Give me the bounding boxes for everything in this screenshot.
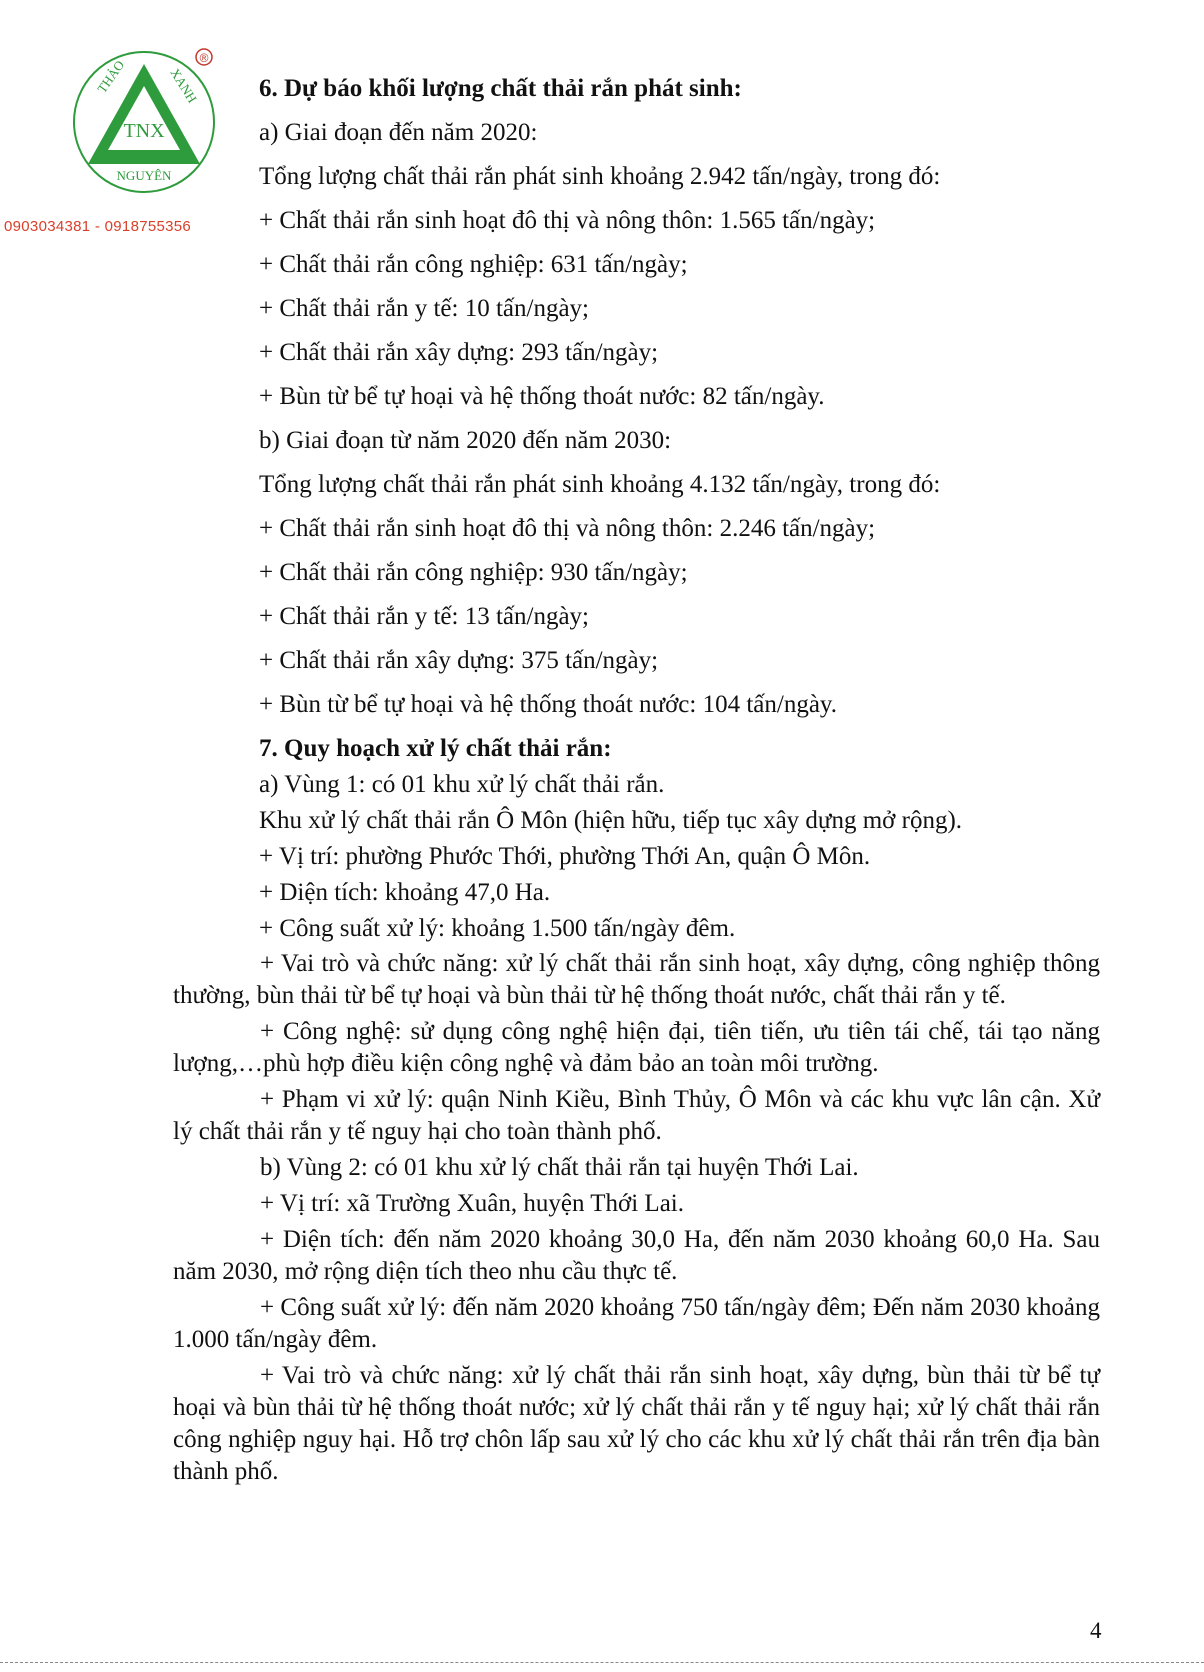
phone-watermark: 0903034381 - 0918755356 <box>4 218 192 235</box>
section6-b-title: b) Giai đoạn từ năm 2020 đến năm 2030: <box>259 427 672 454</box>
zone2-title: b) Vùng 2: có 01 khu xử lý chất thải rắn tại huyện Thới Lai. <box>260 1154 859 1181</box>
section6-b-total: Tổng lượng chất thải rắn phát sinh khoảng 4.132 tấn/ngày, trong đó: <box>259 471 941 498</box>
section6-a-item-text: Chất thải rắn sinh hoạt đô thị và nông thôn: 1.565 tấn/ngày; <box>279 207 876 234</box>
document-body <box>173 72 1100 1492</box>
section6-a-title: a) Giai đoạn đến năm 2020: <box>259 119 538 146</box>
section6-heading: 6. Dự báo khối lượng chất thải rắn phát sinh: <box>259 75 742 102</box>
registered-mark: ® <box>199 51 209 65</box>
logo-right-text: XANH <box>167 65 201 106</box>
zone1-technology: + Công nghệ: sử dụng công nghệ hiện đại, tiên tiến, ưu tiên tái chế, tái tạo năng lượng,…phù hợp điều kiện công nghệ và đảm bảo an toàn môi trường. <box>173 1018 1100 1077</box>
zone1-title: a) Vùng 1: có 01 khu xử lý chất thải rắn. <box>259 771 665 798</box>
zone2-capacity: + Công suất xử lý: đến năm 2020 khoảng 750 tấn/ngày đêm; Đến năm 2030 khoảng 1.000 tấn/ngày đêm. <box>173 1294 1100 1353</box>
section6-a-item: + Chất thải rắn công nghiệp: 631 tấn/ngày; <box>259 251 688 278</box>
zone2-area: + Diện tích: đến năm 2020 khoảng 30,0 Ha, đến năm 2030 khoảng 60,0 Ha. Sau năm 2030, mở rộng diện tích theo nhu cầu thực tế. <box>173 1226 1100 1285</box>
section6-b-item: + Chất thải rắn sinh hoạt đô thị và nông thôn: 2.246 tấn/ngày; <box>259 515 876 542</box>
zone1-location: + Vị trí: phường Phước Thới, phường Thới An, quận Ô Môn. <box>259 843 871 870</box>
section6-b-item: + Chất thải rắn công nghiệp: 930 tấn/ngày; <box>259 559 688 586</box>
section6-b-item: + Bùn từ bể tự hoại và hệ thống thoát nước: 104 tấn/ngày. <box>259 691 838 718</box>
zone2-location: + Vị trí: xã Trường Xuân, huyện Thới Lai. <box>260 1190 684 1217</box>
section6-a-total: Tổng lượng chất thải rắn phát sinh khoảng 2.942 tấn/ngày, trong đó: <box>259 163 941 190</box>
section6-a-item: + Bùn từ bể tự hoại và hệ thống thoát nước: 82 tấn/ngày. <box>259 383 825 410</box>
section7-heading: 7. Quy hoạch xử lý chất thải rắn: <box>259 735 612 762</box>
section6-b-item: + Chất thải rắn xây dựng: 375 tấn/ngày; <box>259 647 659 674</box>
zone1-scope: + Phạm vi xử lý: quận Ninh Kiều, Bình Thủy, Ô Môn và các khu vực lân cận. Xử lý chất thải rắn y tế nguy hại cho toàn thành phố. <box>173 1086 1100 1145</box>
section6-a-item: + Chất thải rắn y tế: 10 tấn/ngày; <box>259 295 589 322</box>
logo-left-text: THẢO <box>94 57 128 96</box>
zone1-area: + Diện tích: khoảng 47,0 Ha. <box>259 879 551 906</box>
zone1-role: + Vai trò và chức năng: xử lý chất thải rắn sinh hoạt, xây dựng, công nghiệp thông thường, bùn thải từ bể tự hoại và bùn thải từ hệ thống thoát nước, chất thải rắn y tế. <box>173 950 1100 1009</box>
section6-a-item: + Chất thải rắn xây dựng: 293 tấn/ngày; <box>259 339 659 366</box>
zone1-capacity: + Công suất xử lý: khoảng 1.500 tấn/ngày đêm. <box>259 915 736 942</box>
logo-bottom-text: NGUYÊN <box>116 168 172 183</box>
bottom-scan-edge <box>0 1662 1204 1663</box>
zone1-site: Khu xử lý chất thải rắn Ô Môn (hiện hữu, tiếp tục xây dựng mở rộng). <box>259 807 963 834</box>
section6-b-item: + Chất thải rắn y tế: 13 tấn/ngày; <box>259 603 589 630</box>
logo-center-text: TNX <box>123 120 165 142</box>
zone2-role: + Vai trò và chức năng: xử lý chất thải rắn sinh hoạt, xây dựng, bùn thải từ bể tự hoại và bùn thải từ hệ thống thoát nước; xử lý chất thải rắn y tế nguy hại; xử lý chất thải rắn công nghiệp nguy hại. Hỗ trợ chôn lấp sau xử lý cho các khu xử lý chất thải rắn trên địa bàn thành phố. <box>173 1362 1100 1485</box>
plus-marker: + <box>259 207 274 234</box>
section6-a-item <box>173 204 1100 248</box>
page-number: 4 <box>1090 1618 1102 1643</box>
